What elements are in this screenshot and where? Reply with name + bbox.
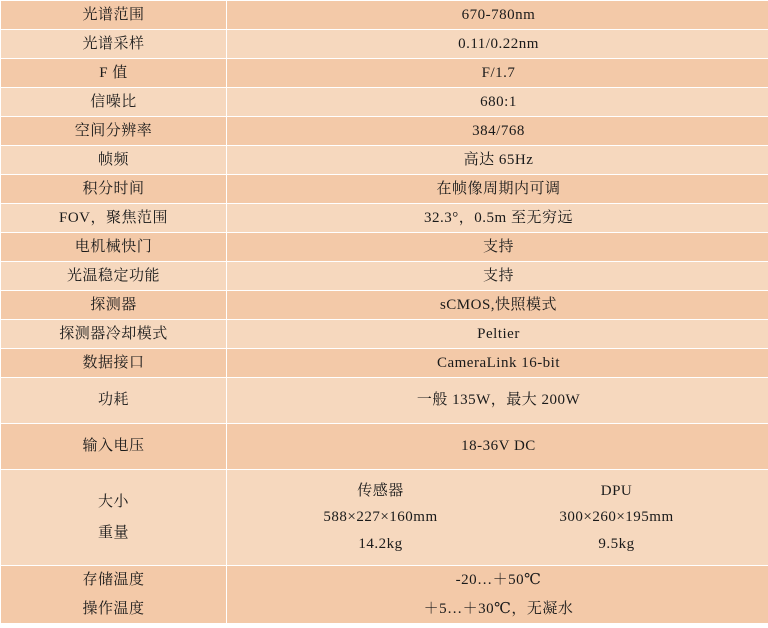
row-label: 信噪比 [1,88,227,117]
table-row [1,146,768,175]
dpu-weight: 9.5kg [598,535,635,552]
row-label: F 值 [1,59,227,88]
sensor-weight: 14.2kg [358,535,403,552]
row-value: 32.3°，0.5m 至无穷远 [227,204,768,233]
row-value-size-weight [227,470,768,566]
row-label: FOV，聚焦范围 [1,204,227,233]
row-value: 670-780nm [227,1,768,30]
row-value: 0.11/0.22nm [227,30,768,59]
row-label: 光谱范围 [1,1,227,30]
storage-temp-label: 存储温度 [82,572,145,589]
table-row [1,59,768,88]
operating-temp-label: 操作温度 [82,600,145,617]
row-value: CameraLink 16-bit [227,349,768,378]
row-label: 探测器冷却模式 [1,320,227,349]
table-row [1,233,768,262]
row-value: 384/768 [227,117,768,146]
table-row-temperature [1,566,768,624]
row-label-temperature [1,566,227,624]
table-body [1,1,768,624]
row-value: 在帧像周期内可调 [227,175,768,204]
row-value: 支持 [227,233,768,262]
row-value: 高达 65Hz [227,146,768,175]
dpu-header: DPU [600,483,633,500]
table-row [1,30,768,59]
row-label: 数据接口 [1,349,227,378]
row-label: 功耗 [1,378,227,424]
table-row-size-weight [1,470,768,566]
table-row [1,175,768,204]
row-value-temperature [227,566,768,624]
row-label: 光温稳定功能 [1,262,227,291]
sensor-header: 传感器 [357,483,404,500]
row-label: 光谱采样 [1,30,227,59]
sensor-size: 588×227×160mm [323,509,438,526]
row-label: 积分时间 [1,175,227,204]
row-value: 680:1 [227,88,768,117]
sensor-column [286,481,476,554]
row-value: 支持 [227,262,768,291]
table-row [1,291,768,320]
row-value: 18-36V DC [227,424,768,470]
table-row [1,1,768,30]
row-label-size-weight [1,470,227,566]
table-row [1,204,768,233]
row-value: 一般 135W，最大 200W [227,378,768,424]
weight-label: 重量 [97,524,129,541]
row-label: 输入电压 [1,424,227,470]
size-label: 大小 [97,494,129,511]
row-value: F/1.7 [227,59,768,88]
table-row [1,378,768,424]
table-row [1,88,768,117]
operating-temp-value: ＋5…＋30℃，无凝水 [423,600,574,617]
storage-temp-value: -20…＋50℃ [455,572,542,589]
row-value: sCMOS,快照模式 [227,291,768,320]
row-label: 空间分辨率 [1,117,227,146]
row-value: Peltier [227,320,768,349]
row-label: 帧频 [1,146,227,175]
row-label: 电机械快门 [1,233,227,262]
row-label: 探测器 [1,291,227,320]
table-row [1,117,768,146]
table-row [1,424,768,470]
dpu-column [522,481,712,554]
table-row [1,320,768,349]
dpu-size: 300×260×195mm [559,509,674,526]
table-row [1,262,768,291]
table-row [1,349,768,378]
